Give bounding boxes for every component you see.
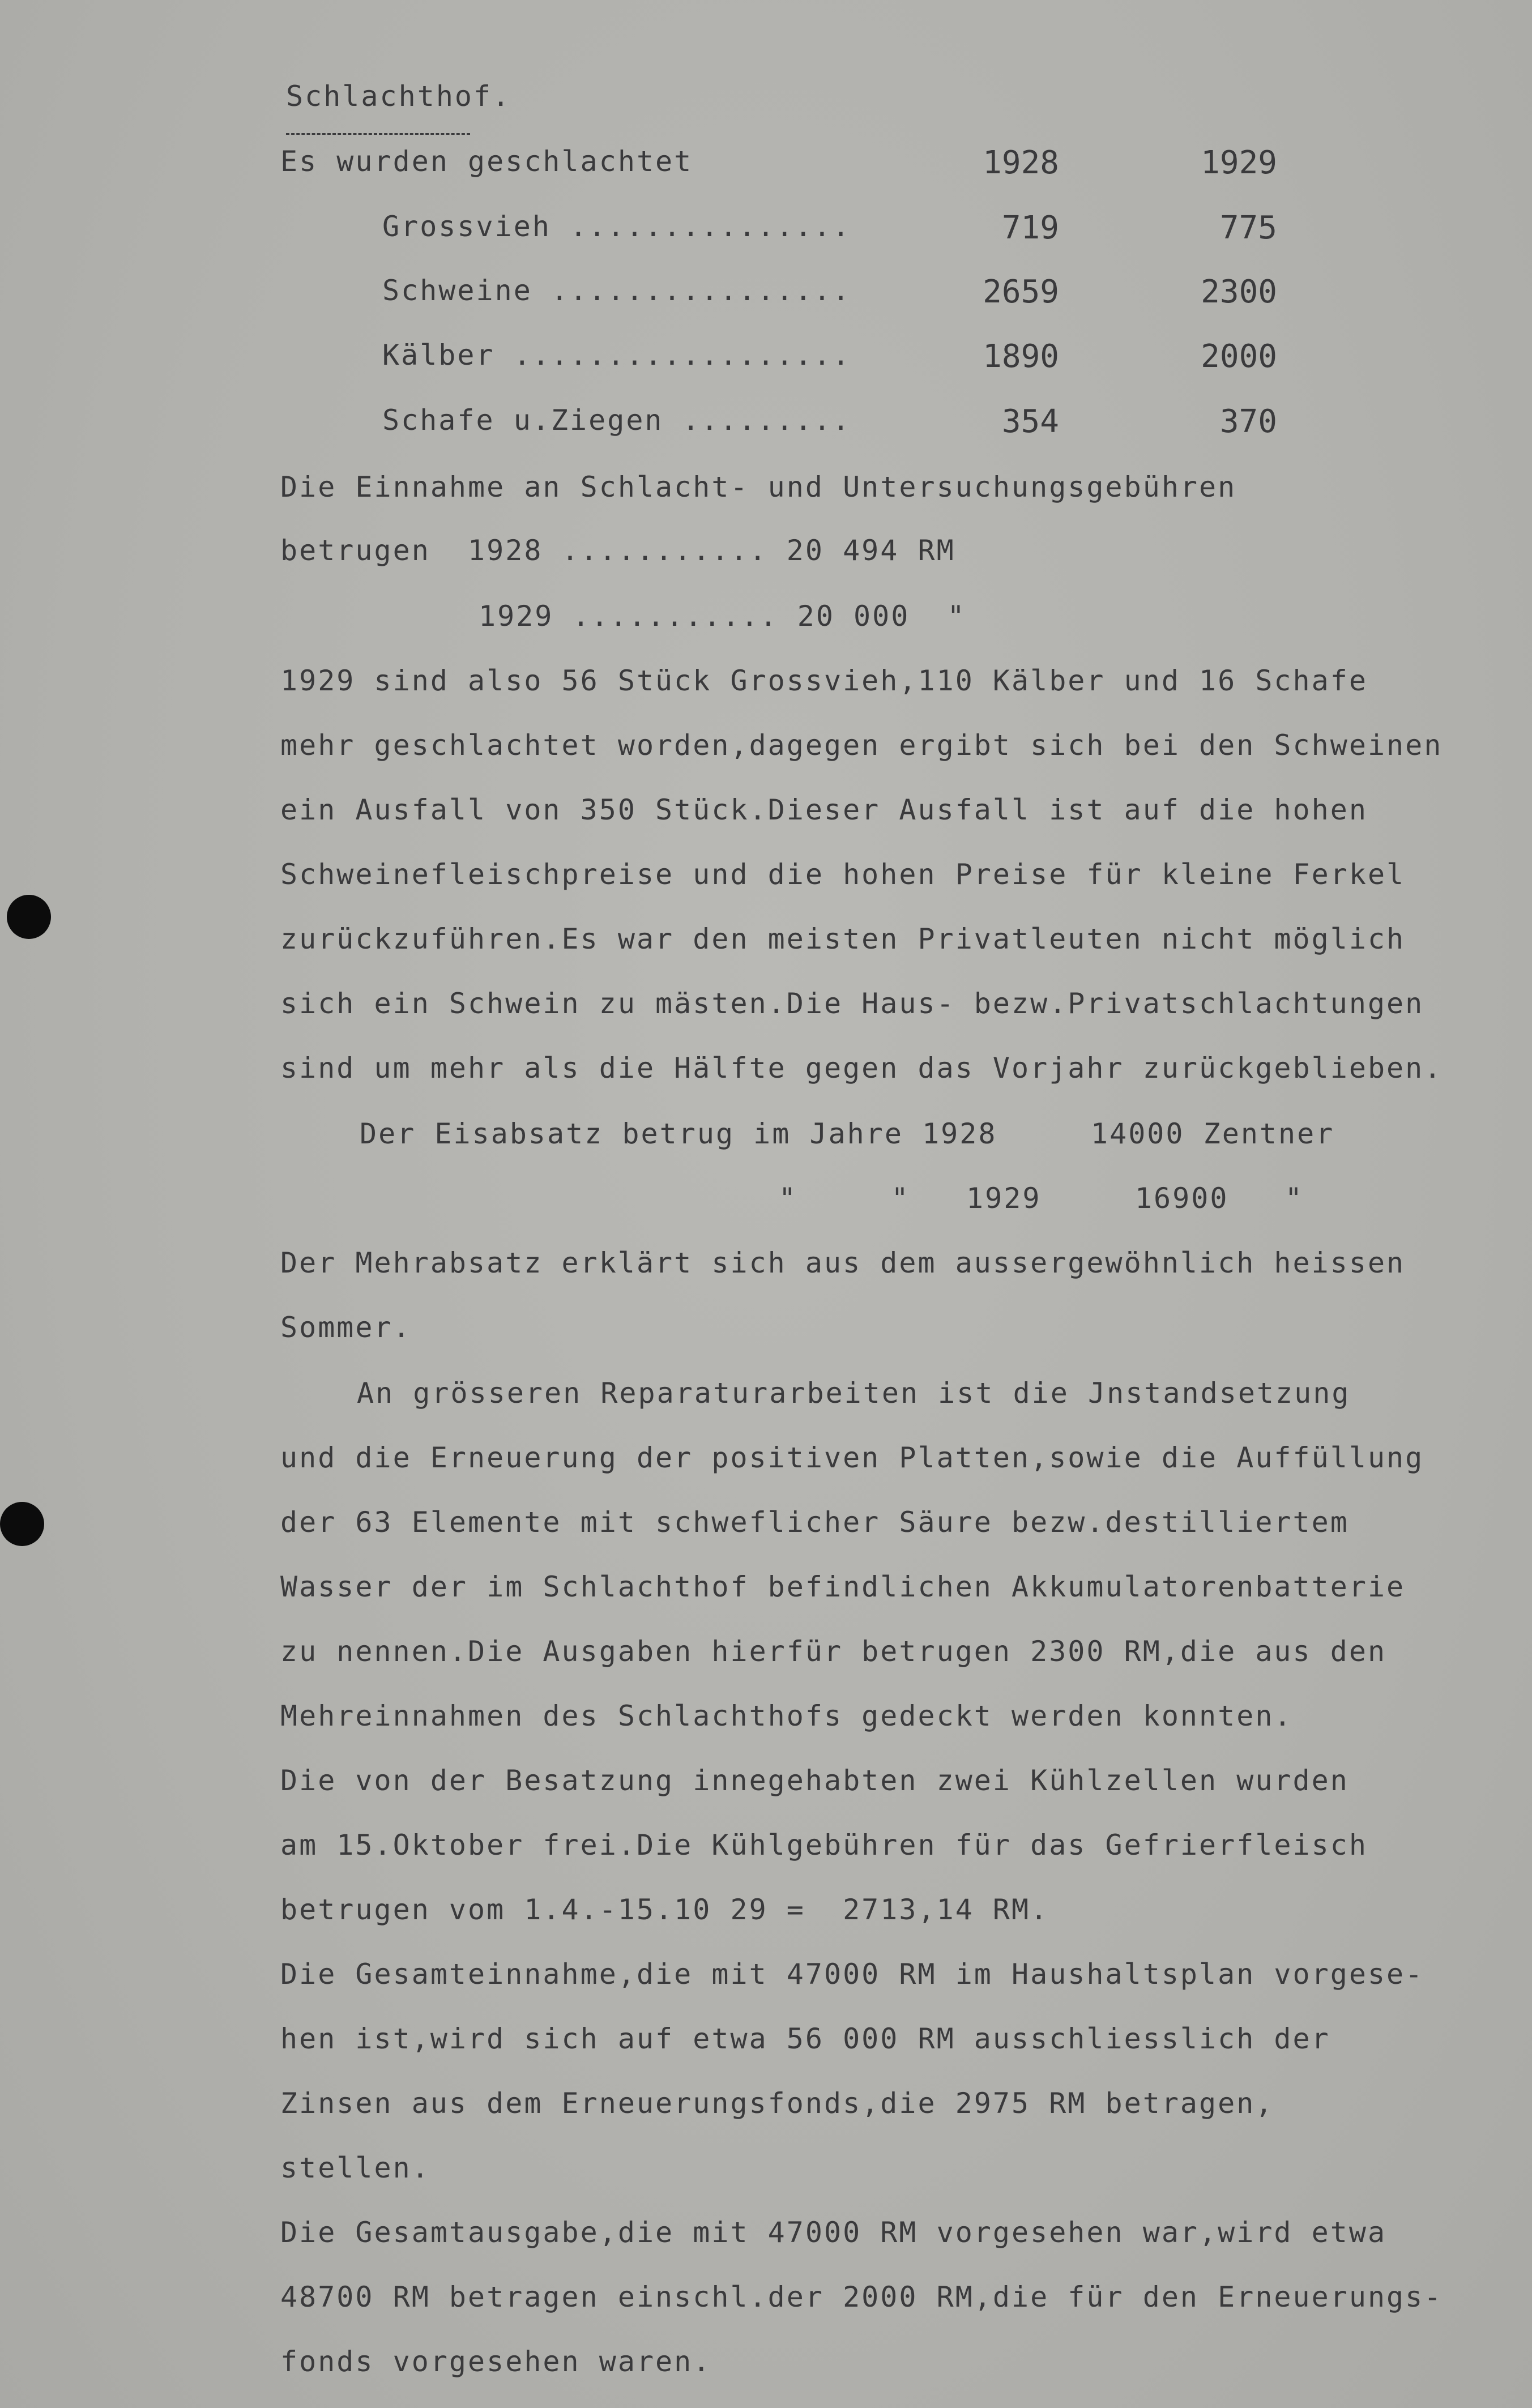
paragraph-line: ein Ausfall von 350 Stück.Dieser Ausfall ist auf die hohen (280, 793, 1368, 826)
row-value-1928: 354 (1001, 403, 1059, 440)
paragraph-line: und die Erneuerung der positiven Platten,sowie die Auffüllung (280, 1441, 1424, 1474)
paragraph-line: zurückzuführen.Es war den meisten Privatleuten nicht möglich (280, 923, 1406, 955)
punch-hole-upper (7, 895, 51, 939)
paragraph-line: zu nennen.Die Ausgaben hierfür betrugen 2300 RM,die aus den (280, 1635, 1387, 1668)
fees-1929: 1929 ........... 20 000 " (479, 600, 966, 633)
row-value-1928: 2659 (983, 274, 1059, 310)
paragraph-line: hen ist,wird sich auf etwa 56 000 RM ausschliesslich der (280, 2022, 1330, 2055)
row-value-1928: 719 (1001, 210, 1059, 246)
paragraph-line: 1929 sind also 56 Stück Grossvieh,110 Kälber und 16 Schafe (280, 664, 1368, 697)
paragraph-line: 48700 RM betragen einschl.der 2000 RM,die für den Erneuerungs- (280, 2281, 1443, 2313)
paragraph-line: stellen. (280, 2151, 430, 2184)
paragraph-line: mehr geschlachtet worden,dagegen ergibt sich bei den Schweinen (280, 729, 1443, 762)
paragraph-line: Mehreinnahmen des Schlachthofs gedeckt werden konnten. (280, 1700, 1293, 1732)
row-value-1929: 370 (1219, 403, 1277, 440)
slaughter-intro: Es wurden geschlachtet (280, 145, 693, 178)
paragraph-line: Sommer. (280, 1311, 412, 1344)
paragraph-line: am 15.Oktober frei.Die Kühlgebühren für das Gefrierfleisch (280, 1829, 1368, 1861)
paragraph-line: fonds vorgesehen waren. (280, 2345, 712, 2378)
row-label: Grossvieh ............... (382, 210, 851, 243)
paragraph-line: der 63 Elemente mit schweflicher Säure bezw.destilliertem (280, 1506, 1349, 1539)
row-value-1929: 2000 (1201, 338, 1277, 375)
paragraph-line: Die Gesamteinnahme,die mit 47000 RM im Haushaltsplan vorgese- (280, 1958, 1424, 1991)
paragraph-line: sich ein Schwein zu mästen.Die Haus- bezw.Privatschlachtungen (280, 987, 1424, 1020)
paragraph-line: Schweinefleischpreise und die hohen Preise für kleine Ferkel (280, 858, 1406, 891)
fees-1928: betrugen 1928 ........... 20 494 RM (280, 534, 955, 567)
year-1929: 1929 (1201, 144, 1277, 181)
paragraph-line: Wasser der im Schlachthof befindlichen Akkumulatorenbatterie (280, 1570, 1406, 1603)
paragraph-line: Zinsen aus dem Erneuerungsfonds,die 2975 RM betragen, (280, 2087, 1274, 2120)
ice-1928: Der Eisabsatz betrug im Jahre 1928 14000 Zentner (360, 1117, 1335, 1150)
paragraph-line: Der Mehrabsatz erklärt sich aus dem aussergewöhnlich heissen (280, 1246, 1406, 1279)
ice-1929: " " 1929 16900 " (779, 1182, 1304, 1215)
row-label: Schafe u.Ziegen ......... (382, 404, 851, 437)
row-value-1928: 1890 (983, 338, 1059, 375)
heading-underline (286, 133, 470, 135)
paragraph-line: sind um mehr als die Hälfte gegen das Vorjahr zurückgeblieben. (280, 1052, 1443, 1085)
paragraph-line: betrugen vom 1.4.-15.10 29 = 2713,14 RM. (280, 1893, 1049, 1926)
row-label: Schweine ................ (382, 274, 851, 307)
row-label: Kälber .................. (382, 339, 851, 372)
fees-intro: Die Einnahme an Schlacht- und Untersuchungsgebühren (280, 471, 1237, 503)
page-heading: Schlachthof. (286, 80, 511, 113)
row-value-1929: 2300 (1201, 274, 1277, 310)
row-value-1929: 775 (1219, 210, 1277, 246)
paragraph-line: An grösseren Reparaturarbeiten ist die Jnstandsetzung (357, 1377, 1351, 1410)
punch-hole-lower (0, 1502, 44, 1546)
paragraph-line: Die von der Besatzung innegehabten zwei Kühlzellen wurden (280, 1764, 1349, 1797)
paragraph-line: Die Gesamtausgabe,die mit 47000 RM vorgesehen war,wird etwa (280, 2216, 1387, 2249)
year-1928: 1928 (983, 144, 1059, 181)
